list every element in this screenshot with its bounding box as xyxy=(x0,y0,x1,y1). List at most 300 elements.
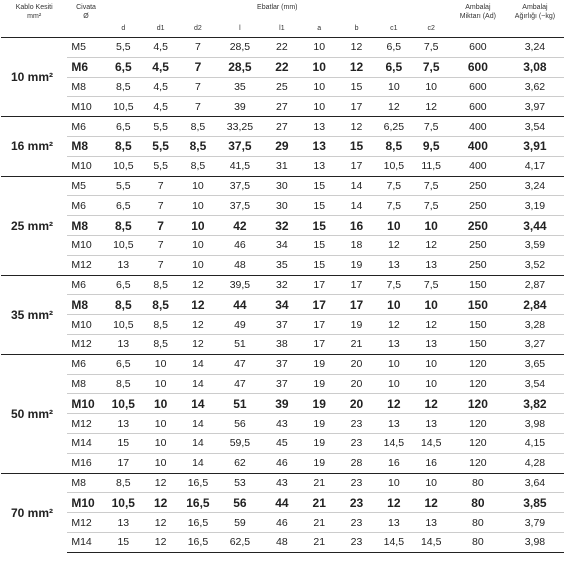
l-cell: 62,5 xyxy=(217,532,264,552)
cable-section-header-label: Kablo Kesiti mm² xyxy=(15,4,53,20)
table-row xyxy=(1,57,564,77)
b-cell: 23 xyxy=(338,513,375,533)
c2-cell: 10 xyxy=(412,374,449,394)
d1-cell: 4,5 xyxy=(142,38,179,58)
c2-cell: 10 xyxy=(412,354,449,374)
weight-cell: 3,65 xyxy=(506,354,564,374)
d2-cell: 10 xyxy=(179,196,216,216)
c1-cell: 10,5 xyxy=(375,156,412,176)
l1-cell: 22 xyxy=(263,38,300,58)
l1-cell: 43 xyxy=(263,414,300,434)
weight-cell: 3,19 xyxy=(506,196,564,216)
d2-cell: 14 xyxy=(179,394,216,414)
d1-cell: 8,5 xyxy=(142,275,179,295)
l-cell: 44 xyxy=(217,295,264,315)
a-cell: 15 xyxy=(301,196,338,216)
packing-cell: 600 xyxy=(450,57,506,77)
packing-cell: 80 xyxy=(450,513,506,533)
packing-cell: 600 xyxy=(450,38,506,58)
a-cell: 17 xyxy=(301,315,338,335)
packing-cell: 120 xyxy=(450,374,506,394)
l-cell: 39,5 xyxy=(217,275,264,295)
bolt-cell: M10 xyxy=(67,156,104,176)
weight-cell: 3,85 xyxy=(506,493,564,513)
b-cell: 23 xyxy=(338,433,375,453)
weight-cell: 3,27 xyxy=(506,334,564,354)
table-row xyxy=(1,513,564,533)
packing-cell: 80 xyxy=(450,493,506,513)
b-cell: 20 xyxy=(338,374,375,394)
c1-cell: 12 xyxy=(375,394,412,414)
d-cell: 8,5 xyxy=(105,136,142,156)
l1-cell: 43 xyxy=(263,473,300,493)
d2-cell: 12 xyxy=(179,295,216,315)
c2-cell: 14,5 xyxy=(412,433,449,453)
l-cell: 37,5 xyxy=(217,176,264,196)
d-cell: 10,5 xyxy=(105,315,142,335)
weight-cell: 3,28 xyxy=(506,315,564,335)
c2-cell: 12 xyxy=(412,315,449,335)
weight-cell: 3,59 xyxy=(506,235,564,255)
packing-cell: 120 xyxy=(450,453,506,473)
packing-cell: 80 xyxy=(450,532,506,552)
a-cell: 21 xyxy=(301,532,338,552)
b-cell: 15 xyxy=(338,136,375,156)
c2-cell: 13 xyxy=(412,255,449,275)
d1-cell: 10 xyxy=(142,433,179,453)
bolt-cell: M10 xyxy=(67,394,104,414)
b-cell: 12 xyxy=(338,38,375,58)
d2-cell: 7 xyxy=(179,77,216,97)
b-cell: 17 xyxy=(338,295,375,315)
l-cell: 59,5 xyxy=(217,433,264,453)
d-cell: 8,5 xyxy=(105,216,142,236)
packing-cell: 250 xyxy=(450,235,506,255)
l1-cell: 29 xyxy=(263,136,300,156)
bolt-header xyxy=(67,0,104,38)
packing-cell: 120 xyxy=(450,414,506,434)
d2-cell: 10 xyxy=(179,255,216,275)
c2-cell: 12 xyxy=(412,493,449,513)
d-cell: 5,5 xyxy=(105,38,142,58)
c1-cell: 7,5 xyxy=(375,196,412,216)
a-cell: 13 xyxy=(301,136,338,156)
table-row xyxy=(1,136,564,156)
weight-cell: 3,91 xyxy=(506,136,564,156)
cable-section-cell: 25 mm² xyxy=(1,176,67,275)
b-cell: 14 xyxy=(338,176,375,196)
c1-cell: 6,5 xyxy=(375,57,412,77)
l-cell: 42 xyxy=(217,216,264,236)
d1-cell: 8,5 xyxy=(142,295,179,315)
a-cell: 15 xyxy=(301,235,338,255)
d1-cell: 5,5 xyxy=(142,117,179,137)
packing-cell: 120 xyxy=(450,394,506,414)
b-cell: 17 xyxy=(338,97,375,117)
l1-cell: 37 xyxy=(263,354,300,374)
dim-header-l: l xyxy=(239,25,241,32)
table-row xyxy=(1,532,564,552)
packing-cell: 600 xyxy=(450,97,506,117)
c1-cell: 12 xyxy=(375,315,412,335)
a-cell: 19 xyxy=(301,433,338,453)
table-row xyxy=(1,38,564,58)
d-cell: 10,5 xyxy=(105,156,142,176)
bolt-cell: M8 xyxy=(67,216,104,236)
bolt-cell: M6 xyxy=(67,275,104,295)
l1-cell: 25 xyxy=(263,77,300,97)
weight-cell: 3,82 xyxy=(506,394,564,414)
table-row xyxy=(1,315,564,335)
weight-cell: 3,24 xyxy=(506,38,564,58)
c1-cell: 8,5 xyxy=(375,136,412,156)
c2-cell: 12 xyxy=(412,97,449,117)
a-cell: 10 xyxy=(301,38,338,58)
d1-cell: 8,5 xyxy=(142,334,179,354)
c2-cell: 7,5 xyxy=(412,176,449,196)
bolt-cell: M8 xyxy=(67,77,104,97)
l-cell: 41,5 xyxy=(217,156,264,176)
l1-cell: 22 xyxy=(263,57,300,77)
d-cell: 10,5 xyxy=(105,235,142,255)
d-cell: 13 xyxy=(105,414,142,434)
d2-cell: 7 xyxy=(179,38,216,58)
table-row xyxy=(1,334,564,354)
l-cell: 28,5 xyxy=(217,57,264,77)
a-cell: 13 xyxy=(301,156,338,176)
packing-cell: 120 xyxy=(450,354,506,374)
l-cell: 28,5 xyxy=(217,38,264,58)
table-row xyxy=(1,216,564,236)
packing-cell: 250 xyxy=(450,176,506,196)
b-cell: 16 xyxy=(338,216,375,236)
packing-cell: 400 xyxy=(450,136,506,156)
b-cell: 17 xyxy=(338,156,375,176)
cable-section-cell: 10 mm² xyxy=(1,38,67,117)
l-cell: 51 xyxy=(217,334,264,354)
weight-cell: 4,28 xyxy=(506,453,564,473)
l-cell: 39 xyxy=(217,97,264,117)
d-cell: 10,5 xyxy=(105,97,142,117)
d-cell: 10,5 xyxy=(105,493,142,513)
l1-cell: 44 xyxy=(263,493,300,513)
weight-cell: 3,54 xyxy=(506,374,564,394)
bolt-cell: M6 xyxy=(67,117,104,137)
l-cell: 47 xyxy=(217,354,264,374)
cable-section-cell: 35 mm² xyxy=(1,275,67,354)
c2-cell: 13 xyxy=(412,414,449,434)
weight-cell: 3,98 xyxy=(506,532,564,552)
c1-cell: 7,5 xyxy=(375,275,412,295)
dimensions-header: Ebatlar (mm) xyxy=(257,4,298,11)
dim-header-d1: d1 xyxy=(156,25,165,32)
packing-header-label: Ambalaj Miktarı (Ad) xyxy=(459,4,496,20)
l1-cell: 32 xyxy=(263,216,300,236)
l1-cell: 32 xyxy=(263,275,300,295)
d1-cell: 8,5 xyxy=(142,315,179,335)
a-cell: 21 xyxy=(301,473,338,493)
c2-cell: 7,5 xyxy=(412,275,449,295)
c2-cell: 10 xyxy=(412,216,449,236)
d2-cell: 10 xyxy=(179,235,216,255)
b-cell: 17 xyxy=(338,275,375,295)
l-cell: 62 xyxy=(217,453,264,473)
d2-cell: 12 xyxy=(179,275,216,295)
l1-cell: 31 xyxy=(263,156,300,176)
weight-cell: 3,08 xyxy=(506,57,564,77)
d2-cell: 7 xyxy=(179,97,216,117)
l-cell: 33,25 xyxy=(217,117,264,137)
l-cell: 37,5 xyxy=(217,196,264,216)
d1-cell: 5,5 xyxy=(142,136,179,156)
a-cell: 21 xyxy=(301,493,338,513)
bolt-cell: M8 xyxy=(67,374,104,394)
packing-cell: 600 xyxy=(450,77,506,97)
c1-cell: 6,25 xyxy=(375,117,412,137)
l1-cell: 27 xyxy=(263,117,300,137)
l-cell: 48 xyxy=(217,255,264,275)
d1-cell: 10 xyxy=(142,354,179,374)
a-cell: 17 xyxy=(301,295,338,315)
d1-cell: 12 xyxy=(142,473,179,493)
l-cell: 47 xyxy=(217,374,264,394)
packing-cell: 250 xyxy=(450,255,506,275)
dim-header-d: d xyxy=(121,25,126,32)
d-cell: 15 xyxy=(105,433,142,453)
c1-cell: 10 xyxy=(375,295,412,315)
table-row xyxy=(1,117,564,137)
table-row xyxy=(1,235,564,255)
dim-header-l1: l1 xyxy=(279,25,285,32)
b-cell: 14 xyxy=(338,196,375,216)
c2-cell: 10 xyxy=(412,77,449,97)
a-cell: 15 xyxy=(301,176,338,196)
l-cell: 37,5 xyxy=(217,136,264,156)
bolt-cell: M5 xyxy=(67,176,104,196)
l1-cell: 34 xyxy=(263,235,300,255)
a-cell: 17 xyxy=(301,275,338,295)
bolt-cell: M12 xyxy=(67,334,104,354)
a-cell: 10 xyxy=(301,97,338,117)
dim-header-c1: c1 xyxy=(390,25,398,32)
weight-cell: 3,62 xyxy=(506,77,564,97)
d-cell: 8,5 xyxy=(105,473,142,493)
a-cell: 15 xyxy=(301,255,338,275)
weight-cell: 3,64 xyxy=(506,473,564,493)
d2-cell: 16,5 xyxy=(179,513,216,533)
packing-cell: 150 xyxy=(450,275,506,295)
c1-cell: 10 xyxy=(375,374,412,394)
l1-cell: 35 xyxy=(263,255,300,275)
bolt-cell: M14 xyxy=(67,433,104,453)
a-cell: 19 xyxy=(301,453,338,473)
bolt-cell: M6 xyxy=(67,354,104,374)
d-cell: 6,5 xyxy=(105,117,142,137)
bolt-cell: M6 xyxy=(67,57,104,77)
dim-header-b: b xyxy=(354,25,359,32)
c1-cell: 6,5 xyxy=(375,38,412,58)
dim-header-d2: d2 xyxy=(194,25,202,32)
l1-cell: 45 xyxy=(263,433,300,453)
d2-cell: 14 xyxy=(179,414,216,434)
d1-cell: 5,5 xyxy=(142,156,179,176)
d-cell: 6,5 xyxy=(105,57,142,77)
d-cell: 6,5 xyxy=(105,354,142,374)
d2-cell: 16,5 xyxy=(179,532,216,552)
l1-cell: 39 xyxy=(263,394,300,414)
d2-cell: 8,5 xyxy=(179,136,216,156)
c1-cell: 13 xyxy=(375,334,412,354)
a-cell: 19 xyxy=(301,354,338,374)
weight-cell: 3,79 xyxy=(506,513,564,533)
weight-cell: 3,44 xyxy=(506,216,564,236)
l-cell: 46 xyxy=(217,235,264,255)
weight-header xyxy=(506,0,564,38)
l1-cell: 30 xyxy=(263,176,300,196)
d-cell: 6,5 xyxy=(105,196,142,216)
bolt-cell: M14 xyxy=(67,532,104,552)
packing-cell: 120 xyxy=(450,433,506,453)
table-row xyxy=(1,77,564,97)
c2-cell: 7,5 xyxy=(412,38,449,58)
d2-cell: 12 xyxy=(179,334,216,354)
b-cell: 23 xyxy=(338,414,375,434)
d1-cell: 10 xyxy=(142,394,179,414)
bolt-cell: M6 xyxy=(67,196,104,216)
bolt-cell: M16 xyxy=(67,453,104,473)
table-row xyxy=(1,473,564,493)
c2-cell: 13 xyxy=(412,334,449,354)
cable-section-cell: 50 mm² xyxy=(1,354,67,473)
c1-cell: 10 xyxy=(375,216,412,236)
d1-cell: 4,5 xyxy=(142,57,179,77)
bolt-cell: M10 xyxy=(67,493,104,513)
a-cell: 13 xyxy=(301,117,338,137)
a-cell: 19 xyxy=(301,394,338,414)
d-cell: 5,5 xyxy=(105,176,142,196)
b-cell: 20 xyxy=(338,354,375,374)
d1-cell: 10 xyxy=(142,414,179,434)
d2-cell: 16,5 xyxy=(179,493,216,513)
d2-cell: 16,5 xyxy=(179,473,216,493)
bolt-cell: M8 xyxy=(67,136,104,156)
c2-cell: 9,5 xyxy=(412,136,449,156)
d-cell: 8,5 xyxy=(105,295,142,315)
d1-cell: 4,5 xyxy=(142,77,179,97)
table-row xyxy=(1,275,564,295)
c1-cell: 13 xyxy=(375,414,412,434)
bolt-cell: M12 xyxy=(67,255,104,275)
cable-section-cell: 70 mm² xyxy=(1,473,67,552)
weight-cell: 4,17 xyxy=(506,156,564,176)
dim-header-c2: c2 xyxy=(427,25,435,32)
weight-cell: 3,24 xyxy=(506,176,564,196)
c1-cell: 16 xyxy=(375,453,412,473)
packing-cell: 250 xyxy=(450,196,506,216)
b-cell: 12 xyxy=(338,117,375,137)
d-cell: 6,5 xyxy=(105,275,142,295)
c2-cell: 13 xyxy=(412,513,449,533)
l-cell: 59 xyxy=(217,513,264,533)
weight-cell: 3,97 xyxy=(506,97,564,117)
d-cell: 15 xyxy=(105,532,142,552)
l-cell: 56 xyxy=(217,493,264,513)
a-cell: 10 xyxy=(301,57,338,77)
d2-cell: 14 xyxy=(179,354,216,374)
bolt-cell: M12 xyxy=(67,513,104,533)
bolt-cell: M8 xyxy=(67,473,104,493)
c1-cell: 10 xyxy=(375,473,412,493)
d-cell: 13 xyxy=(105,255,142,275)
d2-cell: 14 xyxy=(179,453,216,473)
cable-section-header xyxy=(1,0,67,38)
table-row xyxy=(1,295,564,315)
d2-cell: 10 xyxy=(179,216,216,236)
c2-cell: 11,5 xyxy=(412,156,449,176)
table-row xyxy=(1,354,564,374)
b-cell: 20 xyxy=(338,394,375,414)
b-cell: 23 xyxy=(338,493,375,513)
l1-cell: 37 xyxy=(263,315,300,335)
weight-cell: 4,15 xyxy=(506,433,564,453)
packing-cell: 400 xyxy=(450,156,506,176)
table-row xyxy=(1,414,564,434)
l1-cell: 38 xyxy=(263,334,300,354)
bolt-cell: M10 xyxy=(67,315,104,335)
l1-cell: 30 xyxy=(263,196,300,216)
c2-cell: 12 xyxy=(412,394,449,414)
c2-cell: 7,5 xyxy=(412,57,449,77)
l1-cell: 46 xyxy=(263,513,300,533)
table-row xyxy=(1,493,564,513)
b-cell: 18 xyxy=(338,235,375,255)
bolt-cell: M5 xyxy=(67,38,104,58)
table-row xyxy=(1,196,564,216)
d1-cell: 4,5 xyxy=(142,97,179,117)
l1-cell: 34 xyxy=(263,295,300,315)
dim-header-a: a xyxy=(317,25,322,32)
table-row xyxy=(1,255,564,275)
packing-cell: 150 xyxy=(450,334,506,354)
a-cell: 19 xyxy=(301,414,338,434)
c1-cell: 13 xyxy=(375,255,412,275)
d-cell: 10,5 xyxy=(105,394,142,414)
c2-cell: 10 xyxy=(412,473,449,493)
a-cell: 17 xyxy=(301,334,338,354)
l1-cell: 46 xyxy=(263,453,300,473)
l-cell: 56 xyxy=(217,414,264,434)
weight-header-label: Ambalaj Ağırlığı (~kg) xyxy=(514,4,556,20)
table-body xyxy=(1,38,564,553)
table-row xyxy=(1,453,564,473)
b-cell: 21 xyxy=(338,334,375,354)
packing-cell: 150 xyxy=(450,295,506,315)
c1-cell: 14,5 xyxy=(375,532,412,552)
bolt-cell: M10 xyxy=(67,97,104,117)
c1-cell: 12 xyxy=(375,97,412,117)
bolt-cell: M12 xyxy=(67,414,104,434)
d-cell: 13 xyxy=(105,513,142,533)
c2-cell: 16 xyxy=(412,453,449,473)
d1-cell: 12 xyxy=(142,493,179,513)
d2-cell: 8,5 xyxy=(179,117,216,137)
packing-cell: 250 xyxy=(450,216,506,236)
bolt-cell: M8 xyxy=(67,295,104,315)
l-cell: 35 xyxy=(217,77,264,97)
c1-cell: 7,5 xyxy=(375,176,412,196)
b-cell: 23 xyxy=(338,473,375,493)
table-row xyxy=(1,394,564,414)
